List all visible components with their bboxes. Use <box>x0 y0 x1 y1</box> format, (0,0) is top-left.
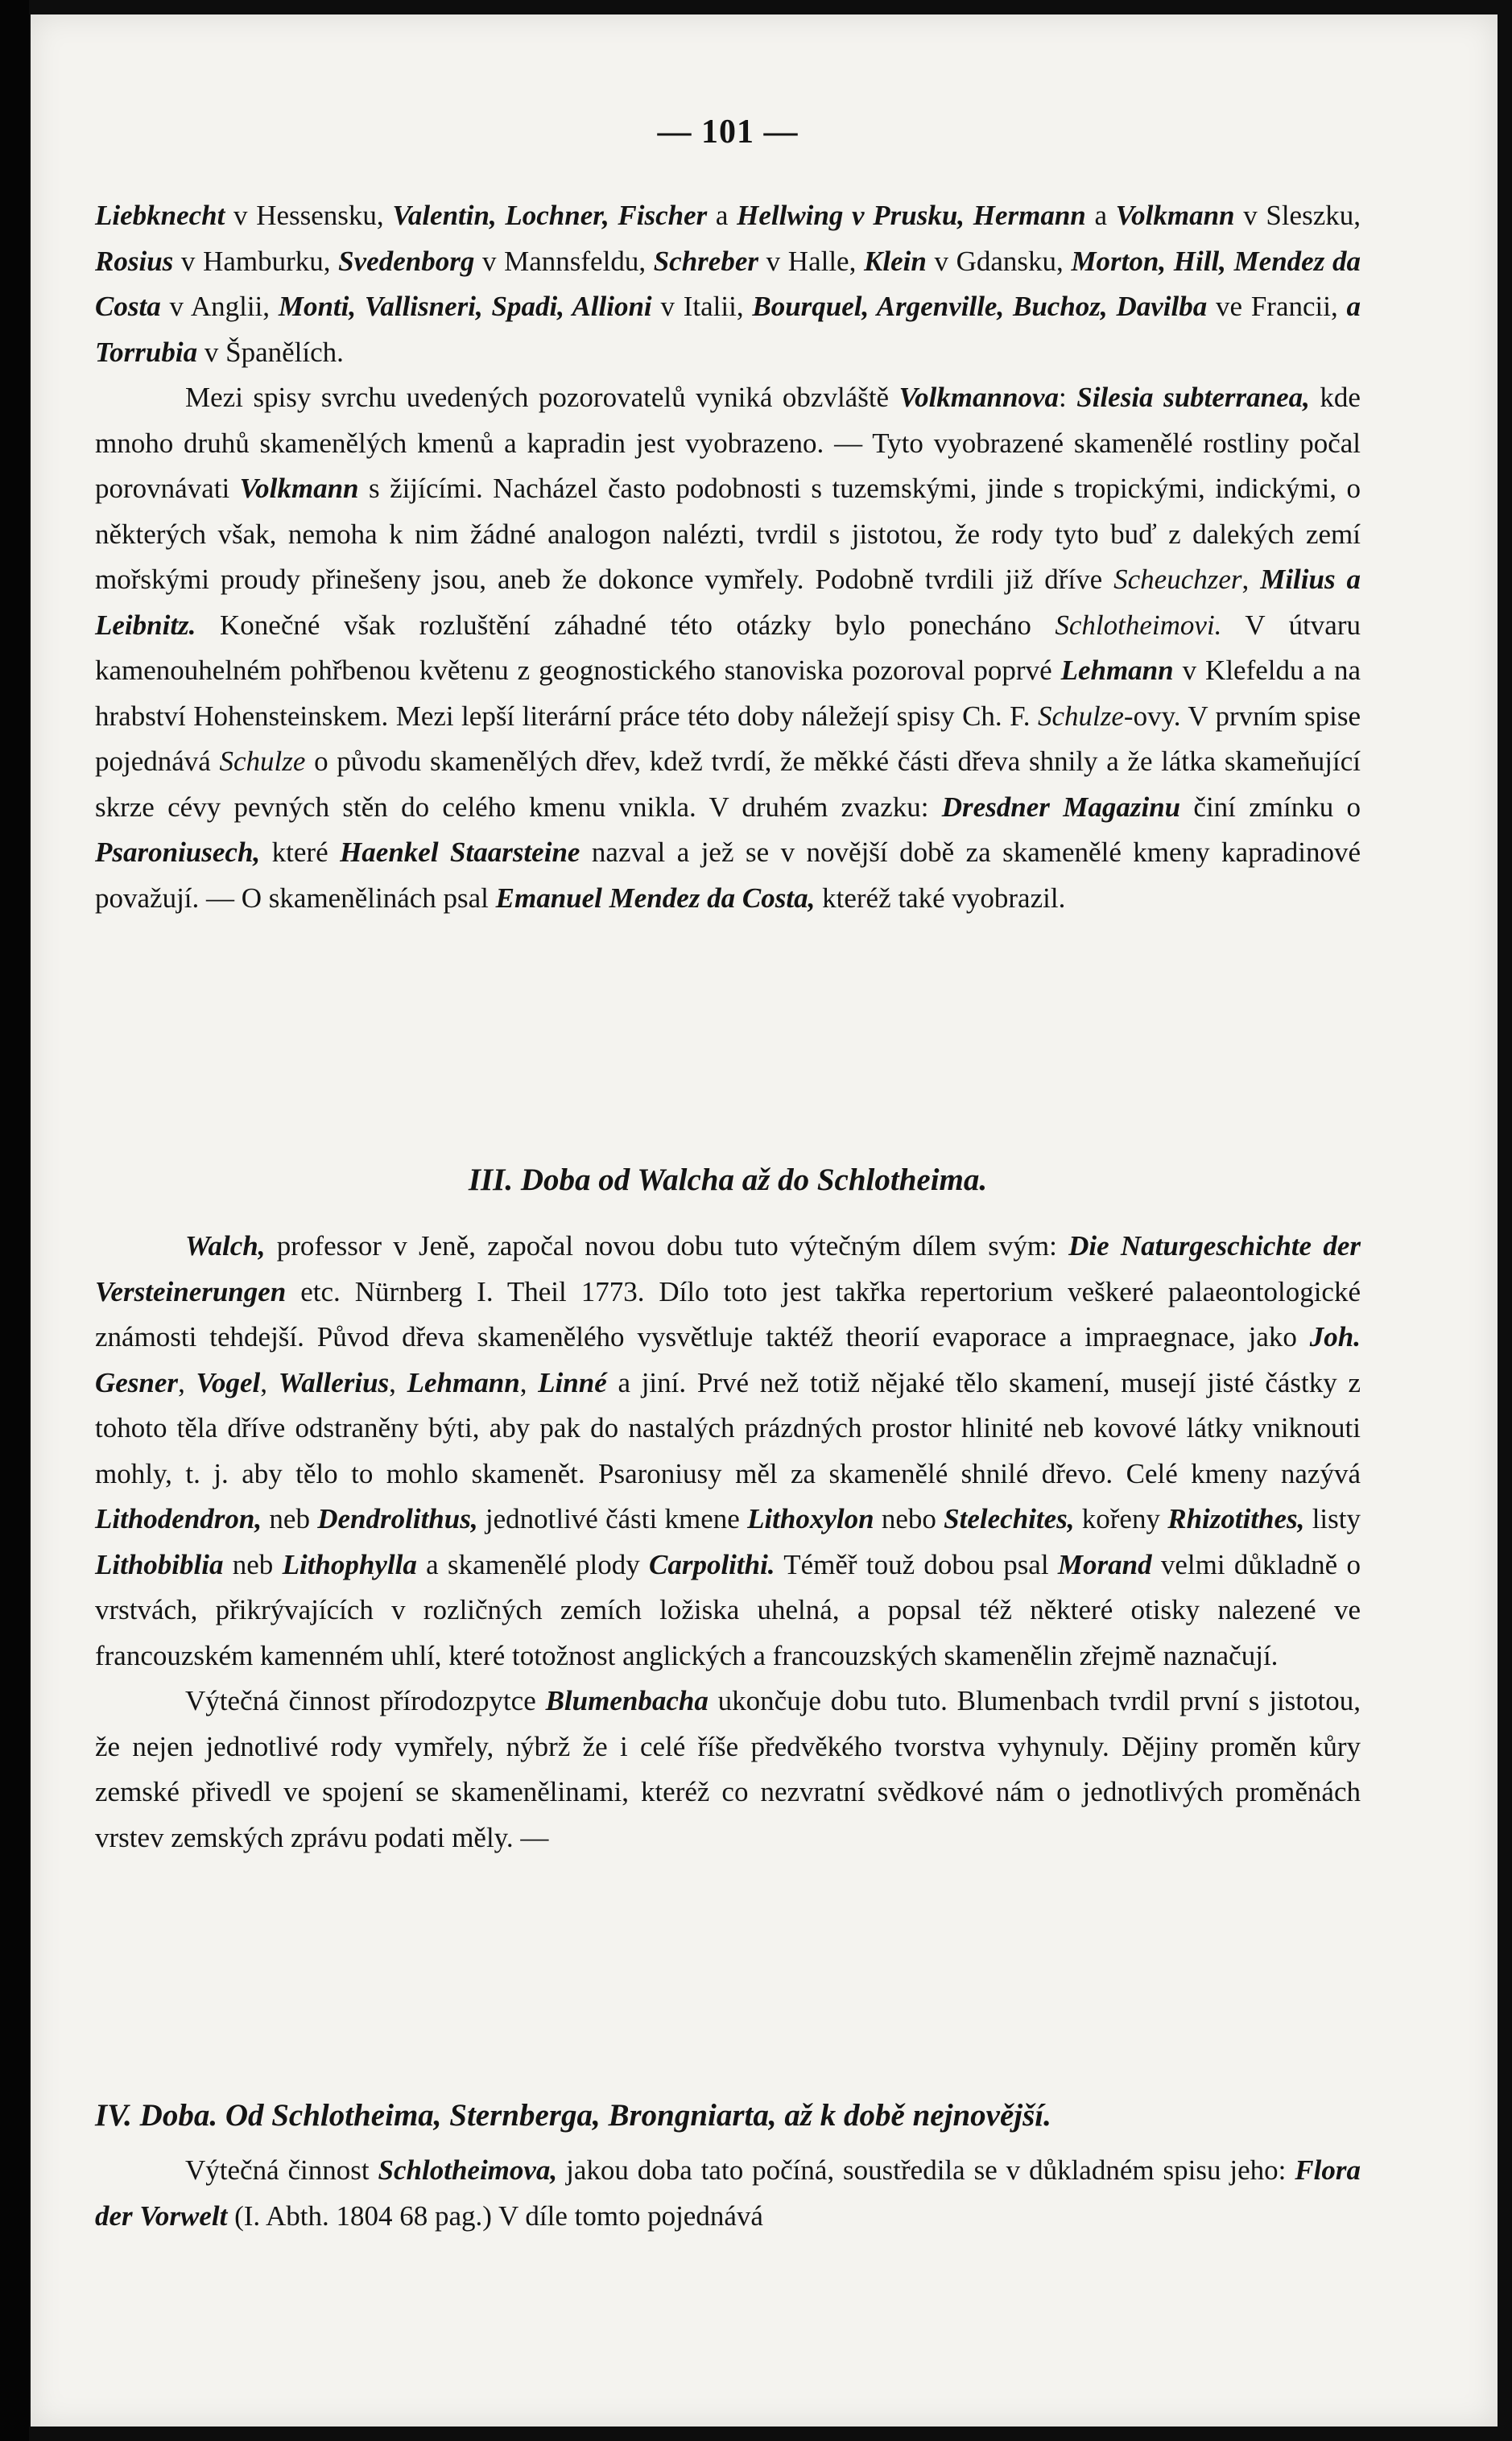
text-run: jednotlivé části kmene <box>477 1503 748 1534</box>
text-run: (I. Abth. 1804 68 pag.) V díle tomto pojednává <box>227 2199 763 2232</box>
text-run: s žijícími. Nacházel často podobnosti s tuzemskými, jinde s tropickými, indickými, o některých však, nemoha k nim žádné analogon nalézti, tvrdil s jistotou, že rody tyto buď z dalekých zemí mořskými proudy přinešeny jsou, aneb že dokonce vymřely. Podobně tvrdili již dříve <box>95 473 1361 595</box>
paragraph-5 <box>95 2148 1361 2239</box>
emphasized-text: Lehmann <box>1060 655 1174 686</box>
text-run: -ovy. V prvním spise pojednává <box>95 700 1361 777</box>
emphasized-text: Klein <box>864 245 927 277</box>
text-run: , <box>260 1366 279 1398</box>
text-run: jakou doba tato počíná, soustředila se v důkladném spisu jeho: <box>557 2154 1295 2186</box>
emphasized-text: Morand <box>1057 1548 1152 1580</box>
emphasized-text: Lithoxylon <box>747 1503 874 1534</box>
emphasized-text: Bourquel, Argenville, Buchoz, Davilba <box>752 291 1208 322</box>
text-run: o původu skamenělých dřev, kdež tvrdí, že měkké části dřeva shnily a že látka skameňující skrze cévy pevných stěn do celého kmenu vnikla. V druhém zvazku: <box>95 746 1361 823</box>
emphasized-text: Haenkel Staarsteine <box>340 836 580 868</box>
paragraph-3 <box>95 1224 1361 1679</box>
paragraph-1 <box>95 193 1361 375</box>
text-run: nebo <box>874 1503 944 1534</box>
text-run: , <box>389 1366 407 1398</box>
emphasized-text: Milius a Leibnitz. <box>95 564 1361 641</box>
text-run: kořeny <box>1074 1503 1168 1534</box>
emphasized-text: Dresdner Magazinu <box>941 791 1181 823</box>
emphasized-text: a Torrubia <box>95 291 1361 368</box>
emphasized-text: Svedenborg <box>338 245 475 277</box>
emphasized-text: Lithodendron, <box>95 1503 262 1534</box>
emphasized-text: Psaroniusech, <box>95 836 261 868</box>
text-run: etc. Nürnberg I. Theil 1773. Dílo toto jest takřka repertorium veškeré palaeontologické známosti tehdejší. Původ dřeva skamenělého vysvětluje taktéž theorií evaporace a impraegnace, jako <box>95 1275 1361 1353</box>
text-run: v Halle, <box>758 245 864 277</box>
emphasized-text: Emanuel Mendez da Costa, <box>495 882 816 914</box>
emphasized-text: Liebknecht <box>95 200 225 231</box>
text-run: , <box>1241 564 1261 595</box>
text-run: které <box>260 836 341 868</box>
text-run: Konečné však rozluštění záhadné této otázky bylo ponecháno <box>196 609 1056 641</box>
emphasized-text: Dendrolithus, <box>317 1503 478 1534</box>
text-run: v Anglii, <box>160 291 279 322</box>
text-run: Téměř touž dobou psal <box>775 1548 1058 1580</box>
emphasized-text: Linné <box>538 1366 607 1398</box>
emphasized-text: Schreber <box>653 245 758 277</box>
section-heading-iv <box>95 2093 1361 2139</box>
text-block-2 <box>95 1224 1361 1861</box>
emphasized-text: Volkmannova <box>899 382 1059 413</box>
section-heading-iv-text: IV. Doba. Od Schlotheima, Sternberga, Brongniarta, až k době nejnovější. <box>95 2098 1051 2133</box>
emphasized-text: Scheuchzer <box>1113 564 1242 595</box>
emphasized-text: Morton, Hill, Mendez da Costa <box>95 245 1361 322</box>
text-run: a jiní. Prvé než totiž nějaké tělo skamení, musejí jisté částky z tohoto těla dříve odstraněny býti, aby pak do nastalých prázdných prostor hlinité neb kovové látky vniknouti mohly, t. j. aby tělo to mohlo skamenět. Psaroniusy měl za skamenělé shnilé dřevo. Celé kmeny nazývá <box>95 1366 1361 1489</box>
emphasized-text: Stelechites, <box>944 1503 1075 1534</box>
text-run: Výtečná činnost přírodozpytce <box>185 1685 546 1716</box>
text-run: professor v Jeně, započal novou dobu tuto výtečným dílem svým: <box>265 1230 1069 1262</box>
text-block-1 <box>95 193 1361 921</box>
emphasized-text: Joh. Gesner <box>95 1321 1361 1398</box>
text-run: a <box>1085 200 1116 231</box>
text-run: Výtečná činnost <box>185 2154 378 2186</box>
text-run: a <box>707 200 737 231</box>
paragraph-4 <box>95 1679 1361 1861</box>
emphasized-text: Lithobiblia <box>95 1548 224 1580</box>
paragraph-2 <box>95 375 1361 921</box>
scan-edge <box>0 0 29 2441</box>
emphasized-text: Flora der Vorwelt <box>95 2154 1361 2232</box>
text-run: : <box>1059 382 1077 413</box>
text-run: v Mannsfeldu, <box>474 245 654 277</box>
emphasized-text: Lehmann <box>407 1366 520 1398</box>
text-run: v Španělích. <box>197 336 344 368</box>
emphasized-text: Volkmann <box>239 473 359 504</box>
text-run: ukončuje dobu tuto. Blumenbach tvrdil první s jistotou, že nejen jednotlivé rody vymřely, nýbrž že i celé říše předvěkého tvorstva vyhynuly. Dějiny proměn kůry zemské přivedl ve spojení se skamenělinami, kteréž co nezvratní svědkové nám o jednotlivých proměnách vrstev zemských zprávu podati měly. — <box>95 1685 1361 1853</box>
text-run: neb <box>223 1548 283 1580</box>
text-run: kde mnoho druhů skamenělých kmenů a kapradin jest vyobrazeno. — Tyto vyobrazené skamenělé rostliny počal porovnávati <box>95 382 1361 504</box>
text-run: v Italii, <box>651 291 753 322</box>
section-heading-iii <box>95 1158 1361 1204</box>
emphasized-text: Valentin, Lochner, Fischer <box>392 200 708 231</box>
text-run: v Sleszku, <box>1234 200 1361 231</box>
text-run: Mezi spisy svrchu uvedených pozorovatelů vyniká obzvláště <box>185 382 899 413</box>
text-run: v Gdansku, <box>926 245 1072 277</box>
emphasized-text: Volkmann <box>1115 200 1235 231</box>
emphasized-text: Rosius <box>95 245 174 277</box>
section-heading-iii-text: III. Doba od Walcha až do Schlotheima. <box>468 1163 988 1197</box>
text-run: činí zmínku o <box>1180 791 1361 823</box>
emphasized-text: Die Naturgeschichte der Versteinerungen <box>95 1230 1361 1307</box>
emphasized-text: Silesia subterranea, <box>1076 382 1310 413</box>
text-run: v Hessensku, <box>225 200 393 231</box>
text-block-3 <box>95 2148 1361 2239</box>
emphasized-text: Blumenbacha <box>545 1685 708 1716</box>
emphasized-text: Schulze <box>1038 700 1124 732</box>
text-run: ve Francii, <box>1207 291 1347 322</box>
emphasized-text: Carpolithi. <box>648 1548 775 1580</box>
text-run: velmi důkladně o vrstvách, přikrývajících v rozličných zemích ložiska uhelná, a popsal též některé otisky nalezené ve francouzském kamenném uhlí, které totožnost anglických a francouzských skamenělin zřejmě naznačují. <box>95 1548 1361 1671</box>
text-run: a skamenělé plody <box>416 1548 649 1580</box>
page-number: — 101 — <box>657 114 799 151</box>
text-run: listy <box>1304 1503 1361 1534</box>
emphasized-text: Schlotheimovi. <box>1055 609 1222 641</box>
text-run: , <box>178 1366 196 1398</box>
emphasized-text: Monti, Vallisneri, Spadi, Allioni <box>278 291 652 322</box>
text-run: kteréž také vyobrazil. <box>815 882 1066 914</box>
emphasized-text: Schlotheimova, <box>378 2154 558 2186</box>
text-run: , <box>519 1366 539 1398</box>
text-run: V útvaru kamenouhelném pohřbenou květenu z geognostického stanoviska pozoroval poprvé <box>95 609 1361 686</box>
emphasized-text: Lithophylla <box>282 1548 417 1580</box>
emphasized-text: Schulze <box>219 746 306 777</box>
emphasized-text: Vogel <box>196 1366 261 1398</box>
emphasized-text: Hellwing v Prusku, Hermann <box>737 200 1086 231</box>
emphasized-text: Rhizotithes, <box>1167 1503 1305 1534</box>
emphasized-text: Walch, <box>185 1230 266 1262</box>
text-run: v Hamburku, <box>173 245 339 277</box>
text-run: nazval a jež se v novější době za skamenělé kmeny kapradinové považují. — O skamenělinách psal <box>95 836 1361 914</box>
text-run: v Klefeldu a na hrabství Hohensteinskem. Mezi lepší literární práce této doby náležejí spisy Ch. F. <box>95 655 1361 732</box>
text-run: neb <box>262 1503 318 1534</box>
emphasized-text: Wallerius <box>278 1366 390 1398</box>
